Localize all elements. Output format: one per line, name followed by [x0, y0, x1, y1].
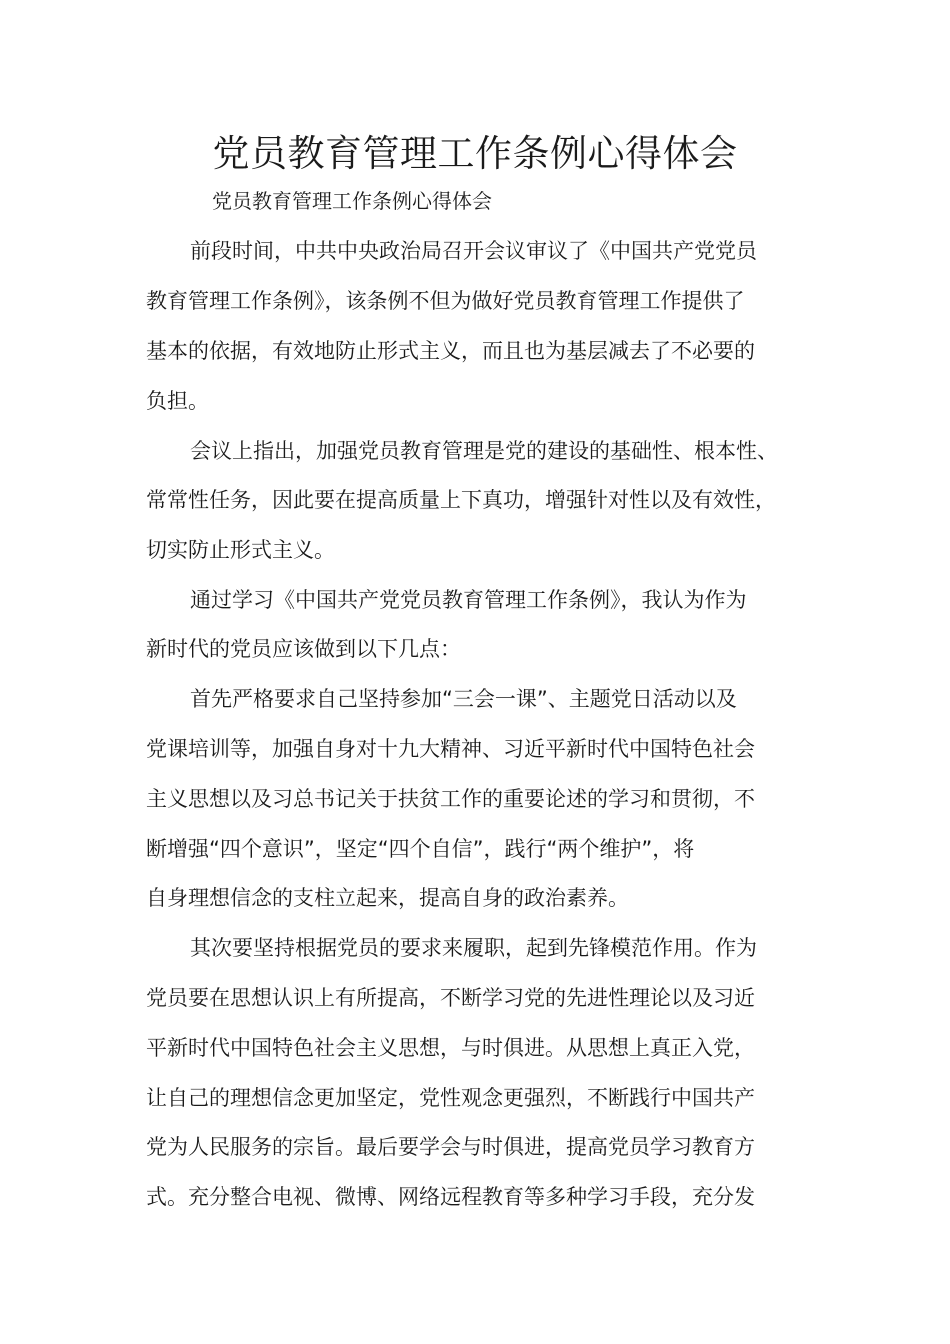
paragraph-5-line-5: 党为人民服务的宗旨。最后要学会与时俱进，提高党员学习教育方: [146, 1135, 755, 1159]
paragraph-5-line-2: 党员要在思想认识上有所提高，不断学习党的先进性理论以及习近: [146, 986, 755, 1010]
paragraph-3-line-1: 通过学习《中国共产党党员教育管理工作条例》，我认为作为: [190, 588, 747, 612]
document-title: 党员教育管理工作条例心得体会: [212, 132, 738, 175]
paragraph-1-line-3: 基本的依据，有效地防止形式主义，而且也为基层减去了不必要的: [146, 339, 755, 363]
paragraph-5-line-1: 其次要坚持根据党员的要求来履职，起到先锋模范作用。作为: [190, 936, 757, 960]
paragraph-2-line-3: 切实防止形式主义。: [146, 538, 335, 562]
paragraph-5-line-3: 平新时代中国特色社会主义思想，与时俱进。从思想上真正入党，: [146, 1036, 755, 1060]
paragraph-4-line-1: 首先严格要求自己坚持参加“三会一课”、主题党日活动以及: [190, 687, 737, 711]
paragraph-1-line-1: 前段时间，中共中央政治局召开会议审议了《中国共产党党员: [190, 239, 757, 263]
paragraph-5-line-6: 式。充分整合电视、微博、网络远程教育等多种学习手段，充分发: [146, 1185, 755, 1209]
paragraph-3-line-2: 新时代的党员应该做到以下几点：: [146, 637, 461, 661]
paragraph-4-line-3: 主义思想以及习总书记关于扶贫工作的重要论述的学习和贯彻，不: [146, 787, 755, 811]
paragraph-1-line-2: 教育管理工作条例》，该条例不但为做好党员教育管理工作提供了: [146, 289, 745, 313]
paragraph-4-line-4: 断增强“四个意识”，坚定“四个自信”，践行“两个维护”，将: [146, 837, 695, 861]
paragraph-5-line-4: 让自己的理想信念更加坚定，党性观念更强烈，不断践行中国共产: [146, 1086, 755, 1110]
paragraph-1-line-4: 负担。: [146, 389, 209, 413]
paragraph-2-line-1: 会议上指出，加强党员教育管理是党的建设的基础性、根本性、: [190, 439, 778, 463]
paragraph-4-line-5: 自身理想信念的支柱立起来，提高自身的政治素养。: [146, 886, 629, 910]
paragraph-2-line-2: 常常性任务，因此要在提高质量上下真功，增强针对性以及有效性，: [146, 488, 776, 512]
paragraph-4-line-2: 党课培训等，加强自身对十九大精神、习近平新时代中国特色社会: [146, 737, 755, 761]
document-subtitle: 党员教育管理工作条例心得体会: [212, 189, 492, 213]
